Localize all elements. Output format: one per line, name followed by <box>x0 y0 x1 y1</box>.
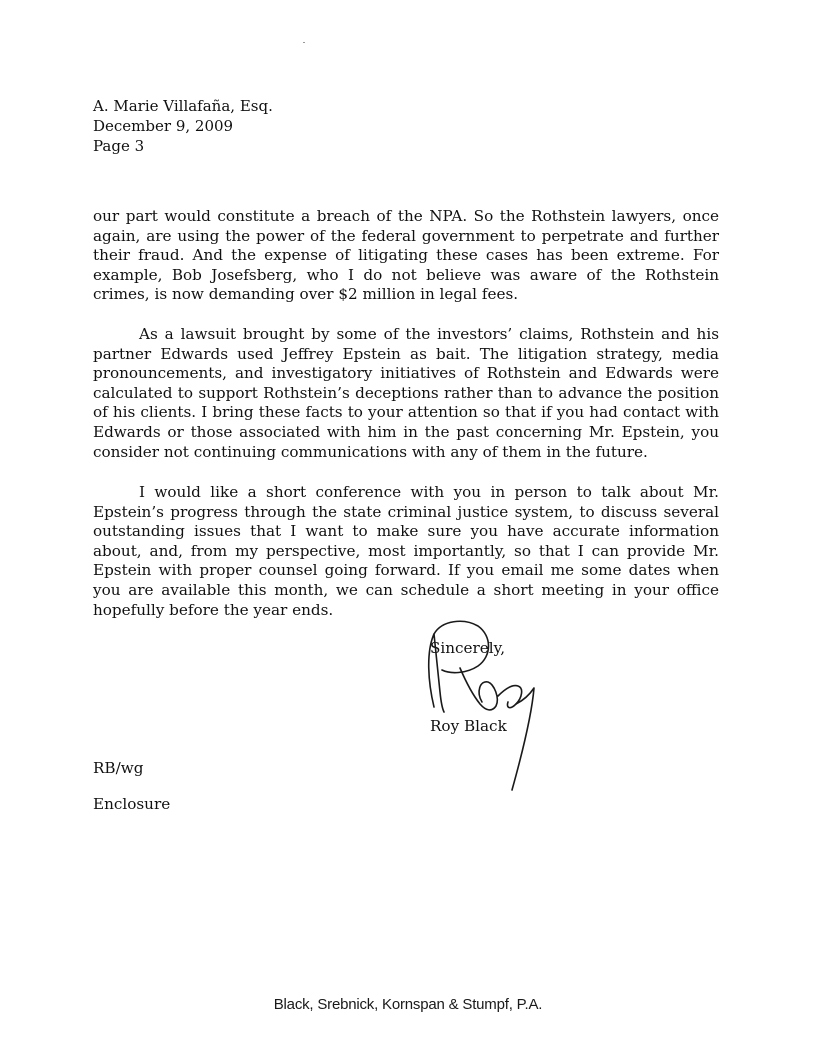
page-number: Page 3 <box>93 137 145 155</box>
scan-speck <box>303 42 305 43</box>
handwritten-signature <box>420 612 540 797</box>
signer-name: Roy Black <box>430 717 507 735</box>
signature-text: Roy <box>420 612 422 613</box>
body-paragraph-3: I would like a short conference with you in person to talk about Mr. Epstein’s progress through the state criminal justice system, to discuss several outstanding issues that I want to make sure you have accurate information about, and, from my perspective, most importantly, so that I can provide Mr. Epstein with proper counsel going forward. If you email me some dates when you are available this month, we can schedule a short meeting in your office hopefully before the year ends. <box>93 483 719 619</box>
closing-salutation: Sincerely, <box>430 639 506 657</box>
typist-initials: RB/wg <box>93 759 144 777</box>
firm-footer: Black, Srebnick, Kornspan & Stumpf, P.A. <box>273 996 543 1013</box>
enclosure-note: Enclosure <box>93 795 171 813</box>
letter-header <box>93 96 273 156</box>
recipient-name: A. Marie Villafaña, Esq. <box>93 97 273 115</box>
letter-date: December 9, 2009 <box>93 117 234 135</box>
body-paragraph-2: As a lawsuit brought by some of the investors’ claims, Rothstein and his partner Edwards used Jeffrey Epstein as bait. The litigation strategy, media pronouncements, and investigatory initiatives of Rothstein and Edwards were calculated to support Rothstein’s deceptions rather than to advance the position of his clients. I bring these facts to your attention so that if you had contact with Edwards or those associated with him in the past concerning Mr. Epstein, you consider not continuing communications with any of them in the future. <box>93 325 719 461</box>
body-paragraph-1: our part would constitute a breach of the NPA. So the Rothstein lawyers, once again, are using the power of the federal government to perpetrate and further their fraud. And the expense of litigating these cases has been extreme. For example, Bob Josefsberg, who I do not believe was aware of the Rothstein crimes, is now demanding over $2 million in legal fees. <box>93 207 719 304</box>
